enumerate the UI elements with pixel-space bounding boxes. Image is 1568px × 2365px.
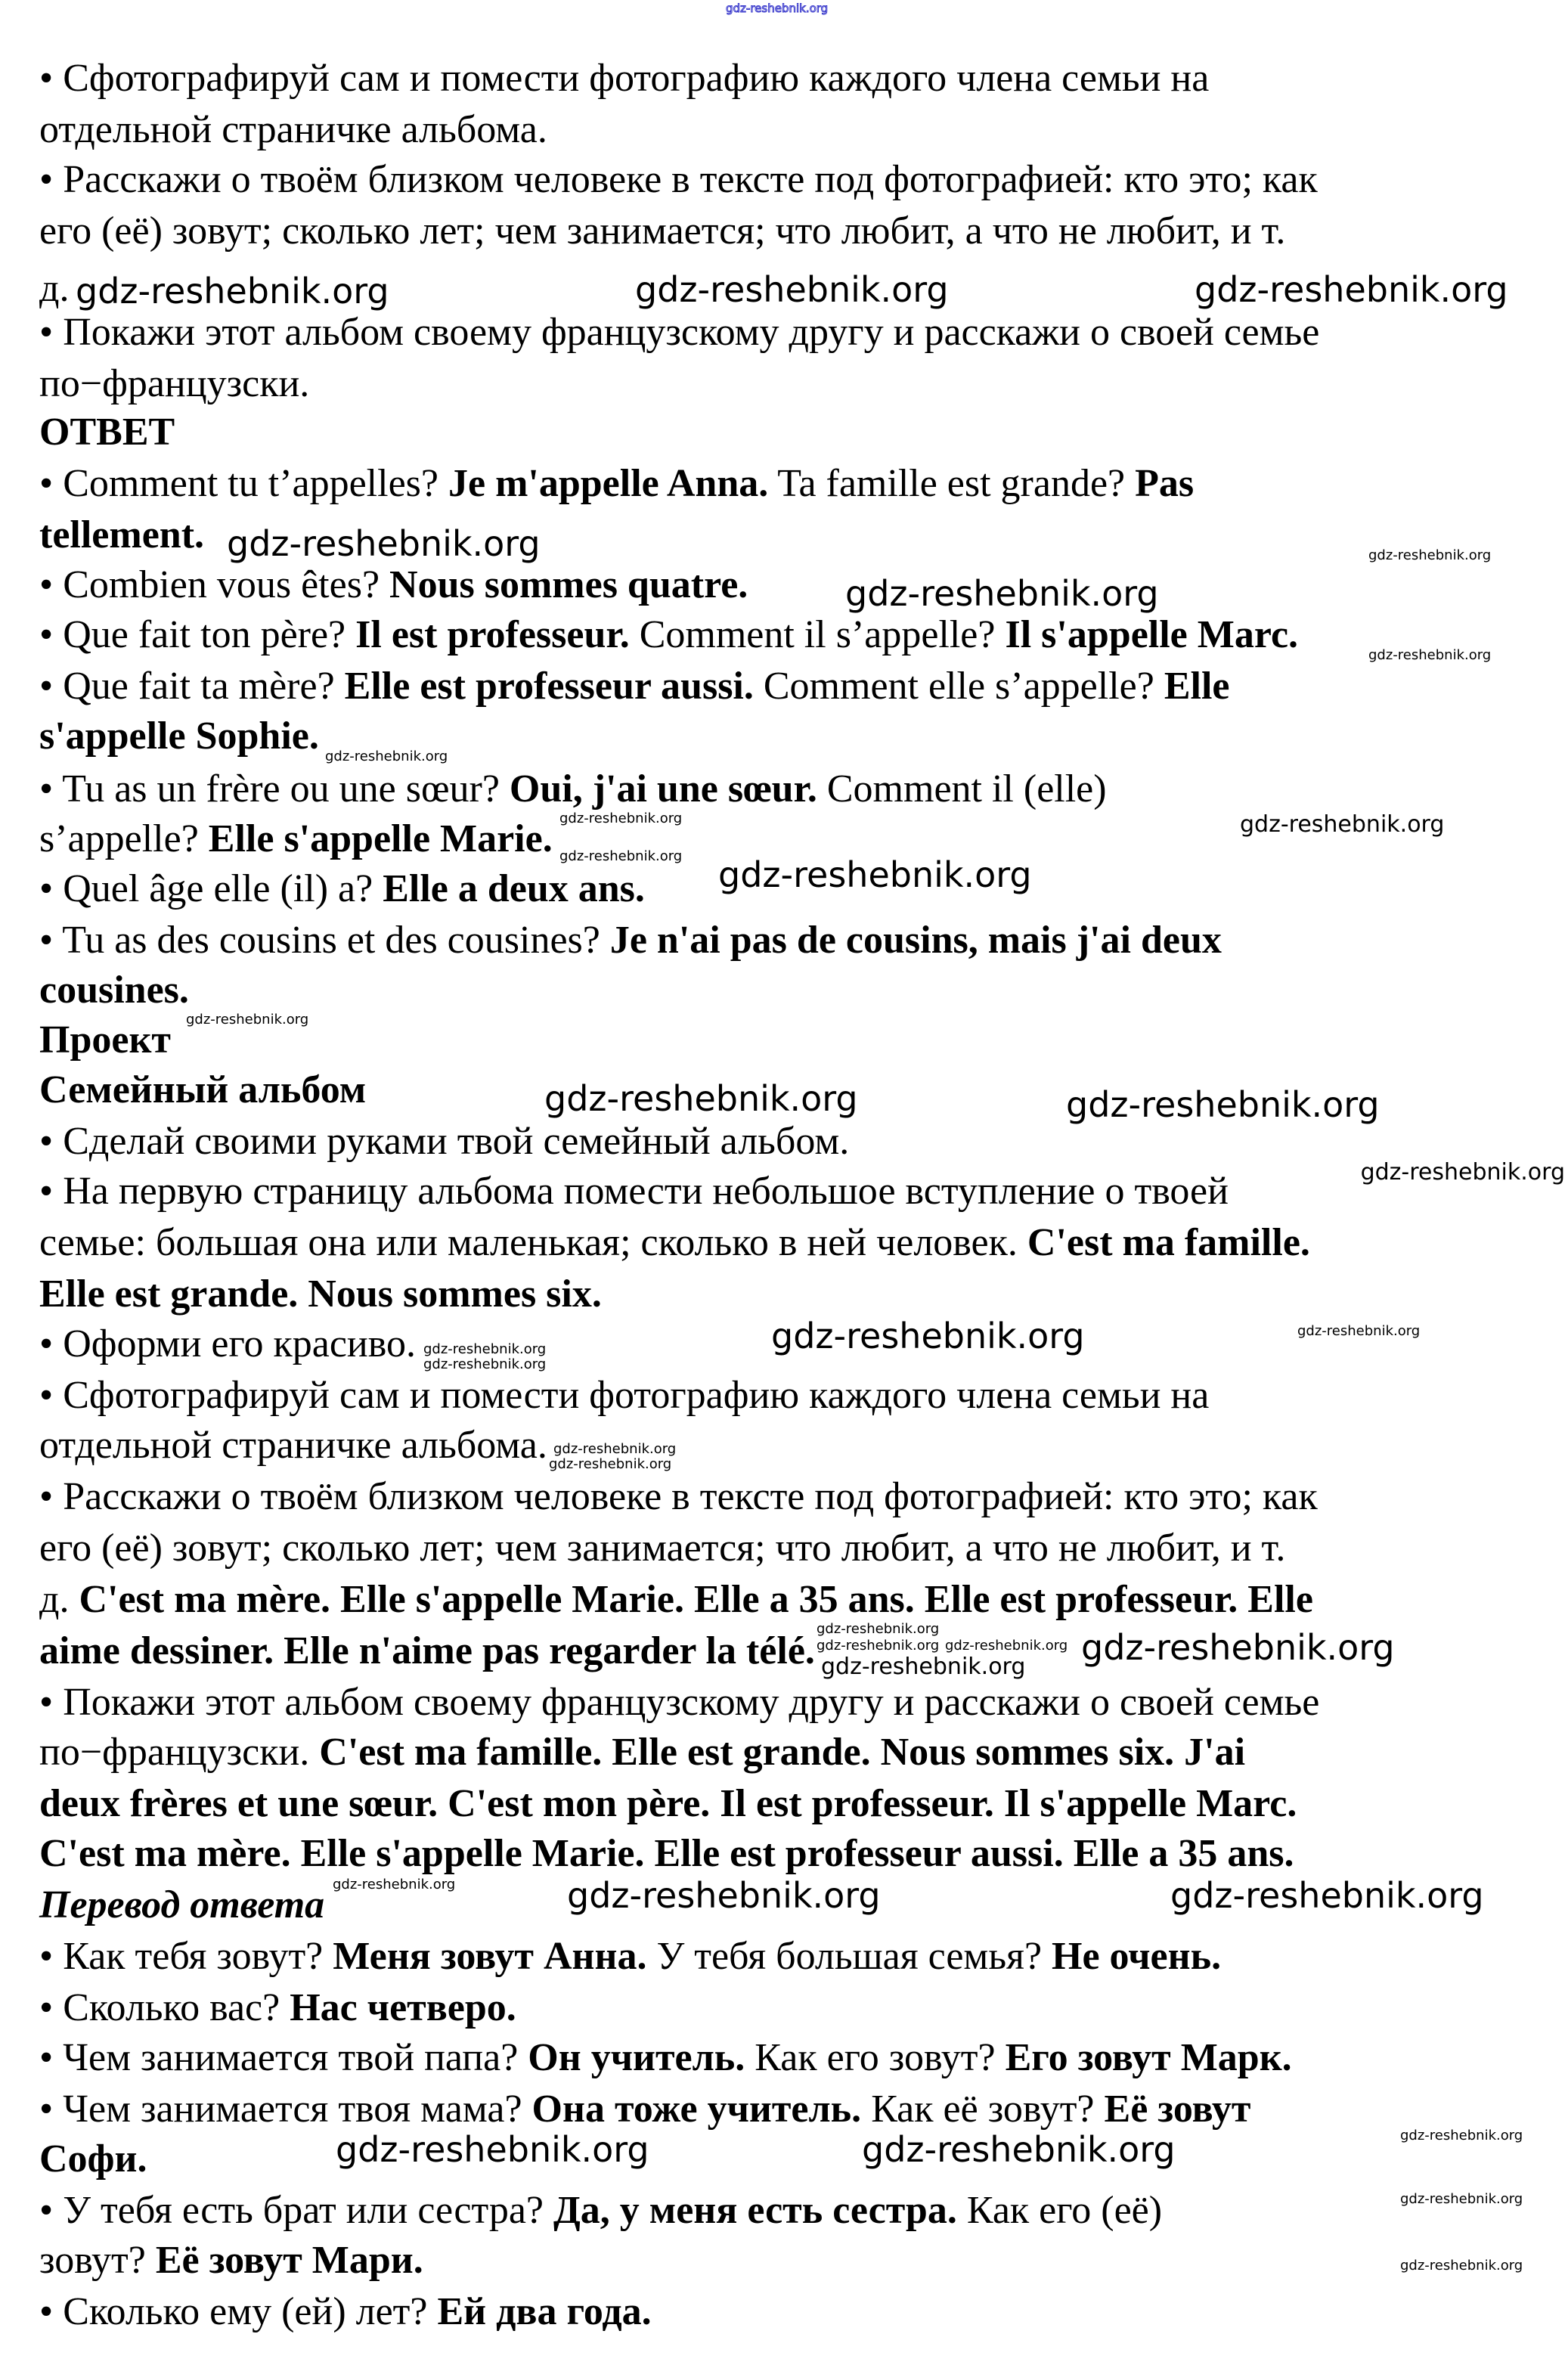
watermark: gdz-reshebnik.org [544,1078,858,1119]
bold-text: Pas [1135,462,1195,505]
bold-text: deux frères et une sœur. C'est mon père. Il est professeur. Il s'appelle Marc. [39,1782,1297,1825]
text-line [39,2137,147,2181]
text: • Сфотографируй сам и помести фотографию каждого члена семьи на [39,1374,1210,1417]
watermark: gdz-reshebnik.org [553,1441,677,1457]
text-line [39,1937,1221,1976]
watermark: gdz-reshebnik.org [817,1621,940,1637]
bold-text: Меня зовут Анна. [333,1935,647,1978]
text: отдельной страничке альбома. [39,1424,547,1467]
text: по−французски. [39,362,310,405]
bold-text: Её зовут [1104,2088,1251,2131]
text-line [39,1683,1319,1722]
bold-text: s'appelle Sophie. [39,714,319,758]
bold-text: Elle est grande. Nous sommes six. [39,1272,602,1316]
text: зовут? [39,2239,156,2282]
text: • Чем занимается твой папа? [39,2036,528,2079]
text-line [39,1018,171,1062]
text-line [39,1988,516,2028]
watermark: gdz-reshebnik.org [635,269,949,310]
bold-text: Ей два года. [437,2290,652,2333]
text-line [39,464,1194,504]
text-line [39,615,1298,655]
bold-text: Не очень. [1052,1935,1222,1978]
text-line [39,59,1209,98]
text-line [39,1272,602,1316]
watermark: gdz-reshebnik.org [423,1341,547,1357]
text-line [39,413,175,452]
watermark: gdz-reshebnik.org [1400,2128,1523,2143]
watermark: gdz-reshebnik.org [1400,2191,1523,2207]
text: • У тебя есть брат или сестра? [39,2189,554,2232]
text-line [39,767,1107,811]
text: его (её) зовут; сколько лет; чем занимается; что любит, а что не любит, и т. [39,1527,1286,1570]
bold-text: Il s'appelle Marc. [1005,613,1299,656]
text: Как его зовут? [745,2036,1006,2079]
text: • Сфотографируй сам и помести фотографию каждого члена семьи на [39,57,1210,100]
text-line [39,1376,1209,1415]
text-line [39,160,1318,200]
text-line [39,209,1286,253]
bold-text: Nous sommes quatre. [389,563,748,606]
bold-text: C'est ma mère. Elle s'appelle Marie. Elle est professeur aussi. Elle a 35 ans. [39,1832,1294,1875]
text: • Как тебя зовут? [39,1935,333,1978]
watermark: gdz-reshebnik.org [771,1316,1085,1356]
bold-text: Его зовут Марк. [1005,2036,1292,2079]
text-line [39,1529,1285,1568]
text: д. [39,1578,79,1621]
watermark: gdz-reshebnik.org [423,1356,547,1372]
bold-text: Перевод ответа [39,1883,325,1926]
bold-text: Проект [39,1018,171,1062]
text-line [39,2241,423,2280]
bold-text: C'est ma famille. Elle est grande. Nous sommes six. J'ai [319,1731,1246,1774]
text-line [39,563,748,606]
bold-text: aime dessiner. Elle n'aime pas regarder la télé. [39,1629,815,1672]
watermark: gdz-reshebnik.org [1081,1627,1395,1668]
text: • Tu as des cousins et des cousines? [39,919,610,962]
watermark: gdz-reshebnik.org [1240,811,1445,838]
text-line [39,817,553,860]
bold-text: Je n'ai pas de cousins, mais j'ai deux [609,919,1222,962]
watermark: gdz-reshebnik.org [325,749,448,764]
text-line [39,667,1229,706]
text: • Оформи его красиво. [39,1322,416,1365]
bold-text: ОТВЕТ [39,411,175,454]
text: • Расскажи о твоём близком человеке в тексте под фотографией: кто это; как [39,1475,1318,1518]
watermark: gdz-reshebnik.org [862,2129,1176,2170]
text: • Покажи этот альбом своему французскому другу и расскажи о своей семье [39,1681,1320,1724]
bold-text: Семейный альбом [39,1068,367,1111]
watermark: gdz-reshebnik.org [845,573,1159,614]
text: по−французски. [39,1731,320,1774]
watermark: gdz-reshebnik.org [567,1875,881,1916]
watermark: gdz-reshebnik.org [1360,1159,1565,1186]
text-line [39,714,319,758]
text: д. [39,267,70,310]
watermark: gdz-reshebnik.org [559,848,683,864]
bold-text: Elle s'appelle Marie. [208,817,553,860]
watermark: gdz-reshebnik.org [1066,1084,1380,1125]
bold-text: C'est ma mère. Elle s'appelle Marie. Elle a 35 ans. Elle est professeur. Elle [79,1578,1313,1621]
text-line [39,1733,1245,1772]
text: • Покажи этот альбом своему французскому другу и расскажи о своей семье [39,311,1320,354]
bold-text: Её зовут Мари. [155,2239,423,2282]
text: Как его (её) [956,2189,1163,2232]
watermark: gdz-reshebnik.org [336,2129,649,2170]
text: • Quel âge elle (il) a? [39,867,383,910]
watermark: gdz-reshebnik.org [333,1877,456,1892]
text: • Que fait ta mère? [39,665,345,708]
text: Как её зовут? [861,2088,1105,2131]
text-line [39,1223,1310,1263]
text-line [39,869,645,909]
text-line [39,2191,1162,2230]
bold-text: Нас четверо. [290,1986,516,2029]
bold-text: Il est professeur. [355,613,630,656]
bold-text: Je m'appelle Anna. [448,462,769,505]
bold-text: C'est ma famille. [1027,1221,1310,1264]
text-line [39,269,69,308]
text: У тебя большая семья? [646,1935,1052,1978]
bold-text: Да, у меня есть сестра. [553,2189,957,2232]
text-line [39,921,1222,960]
text-line [39,1477,1318,1517]
text-line [39,110,547,150]
top-watermark: gdz-reshebnik.org [726,2,829,15]
watermark: gdz-reshebnik.org [821,1654,1026,1680]
text: • Que fait ton père? [39,613,356,656]
text-line [39,364,309,404]
text-line [39,313,1319,352]
bold-text: Elle a deux ans. [383,867,645,910]
text-line [39,1068,367,1111]
text: семье: большая она или маленькая; сколько в ней человек. [39,1221,1027,1264]
bold-text: Oui, j'ai une sœur. [509,767,817,811]
bold-text: Elle est professeur aussi. [344,665,754,708]
watermark: gdz-reshebnik.org [1195,269,1508,310]
text-line [39,1322,416,1365]
watermark: gdz-reshebnik.org [945,1638,1068,1654]
text: • Combien vous êtes? [39,563,390,606]
bold-text: Elle [1164,665,1230,708]
bold-text: cousines. [39,969,189,1012]
bold-text: Он учитель. [528,2036,745,2079]
text: • На первую страницу альбома помести небольшое вступление о твоей [39,1170,1229,1213]
text: отдельной страничке альбома. [39,108,547,151]
text-line [39,1172,1229,1211]
text: s’appelle? [39,817,209,860]
bold-text: Она тоже учитель. [531,2088,862,2131]
text: Comment il s’appelle? [629,613,1006,656]
text: • Tu as un frère ou une sœur? [39,767,510,811]
text: Comment elle s’appelle? [753,665,1164,708]
text-line [39,1834,1294,1874]
text-line [39,1883,325,1926]
text-line [39,2090,1250,2129]
text: • Сколько ему (ей) лет? [39,2290,438,2333]
bold-text: tellement. [39,513,205,556]
watermark: gdz-reshebnik.org [1170,1875,1484,1916]
text: • Сделай своими руками твой семейный альбом. [39,1120,850,1163]
text-line [39,1784,1297,1824]
text: его (её) зовут; сколько лет; чем занимается; что любит, а что не любит, и т. [39,209,1286,253]
text: • Расскажи о твоём близком человеке в тексте под фотографией: кто это; как [39,158,1318,201]
text-line [39,1426,547,1465]
watermark: gdz-reshebnik.org [549,1456,672,1472]
watermark: gdz-reshebnik.org [1368,647,1492,663]
bold-text: Софи. [39,2137,147,2181]
watermark: gdz-reshebnik.org [1297,1323,1421,1339]
text-line [39,1629,815,1672]
watermark: gdz-reshebnik.org [1368,547,1492,563]
watermark: gdz-reshebnik.org [1400,2258,1523,2274]
text-line [39,2292,652,2332]
watermark: gdz-reshebnik.org [817,1638,940,1654]
watermark: gdz-reshebnik.org [718,854,1032,895]
text-line [39,513,205,556]
text-line [39,1580,1313,1620]
text-line [39,2038,1292,2078]
text: • Comment tu t’appelles? [39,462,448,505]
watermark: gdz-reshebnik.org [559,811,683,826]
text-line [39,1122,849,1161]
watermark: gdz-reshebnik.org [227,523,541,564]
watermark: gdz-reshebnik.org [76,271,389,312]
text: • Чем занимается твоя мама? [39,2088,532,2131]
watermark: gdz-reshebnik.org [186,1012,309,1028]
text: Comment il (elle) [817,767,1107,811]
text: • Сколько вас? [39,1986,290,2029]
text: Ta famille est grande? [768,462,1136,505]
text-line [39,971,189,1010]
